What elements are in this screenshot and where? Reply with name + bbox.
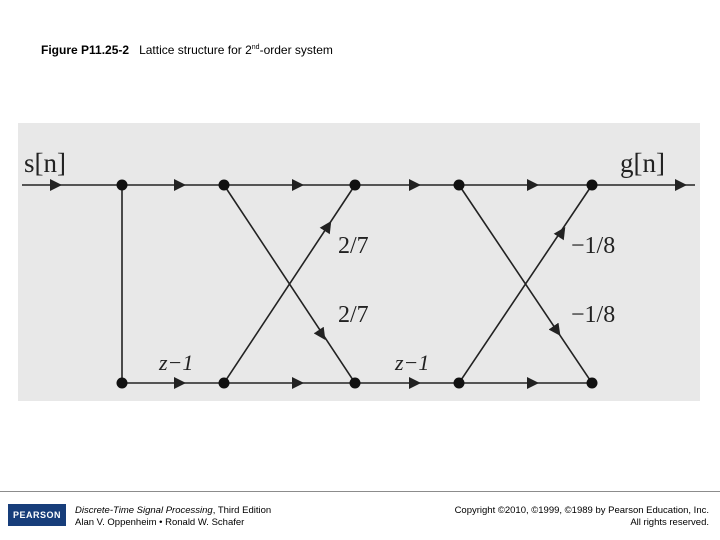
- stage1-lower-coefficient: 2/7: [338, 302, 369, 328]
- node-stage2-bottom-in: [454, 378, 465, 389]
- arrow-stage1-down: [310, 317, 322, 335]
- node-stage1-top-in: [219, 180, 230, 191]
- rights-line: All rights reserved.: [630, 517, 709, 528]
- node-stage1-bottom-in: [219, 378, 230, 389]
- copyright-notice: [455, 505, 709, 529]
- book-info: [75, 505, 271, 529]
- output-label: g[n]: [620, 148, 665, 178]
- copyright-line: Copyright ©2010, ©1999, ©1989 by Pearson Education, Inc.: [454, 505, 709, 516]
- direction-arrows: [40, 185, 681, 383]
- stage2-delay-label: z−1: [395, 350, 430, 375]
- figure-title-prefix: Lattice structure for 2: [139, 43, 252, 57]
- node-stage2-top-in: [454, 180, 465, 191]
- stage1-delay-label: z−1: [159, 350, 194, 375]
- node-stage2-top-out: [587, 180, 598, 191]
- figure-title-suffix: -order system: [259, 43, 333, 57]
- input-label: s[n]: [24, 148, 66, 178]
- node-stage1-bottom-out: [350, 378, 361, 389]
- book-title: Discrete-Time Signal Processing: [75, 505, 213, 516]
- stage1-upper-coefficient: 2/7: [338, 233, 369, 259]
- node-input-split: [117, 180, 128, 191]
- pearson-logo: PEARSON: [8, 504, 66, 526]
- node-stage1-top-out: [350, 180, 361, 191]
- node-stage2-bottom-out: [587, 378, 598, 389]
- book-edition: , Third Edition: [212, 505, 272, 516]
- footer-divider: [0, 491, 720, 492]
- figure-title-superscript: nd: [251, 44, 260, 51]
- figure-number: Figure P11.25-2: [41, 43, 130, 57]
- stage2-lower-coefficient: −1/8: [571, 302, 616, 328]
- book-authors: Alan V. Oppenheim • Ronald W. Schafer: [75, 517, 245, 528]
- node-bottom-start: [117, 378, 128, 389]
- signal-branches: [22, 185, 695, 383]
- arrow-stage2-up: [549, 232, 562, 252]
- stage2-upper-coefficient: −1/8: [571, 233, 616, 259]
